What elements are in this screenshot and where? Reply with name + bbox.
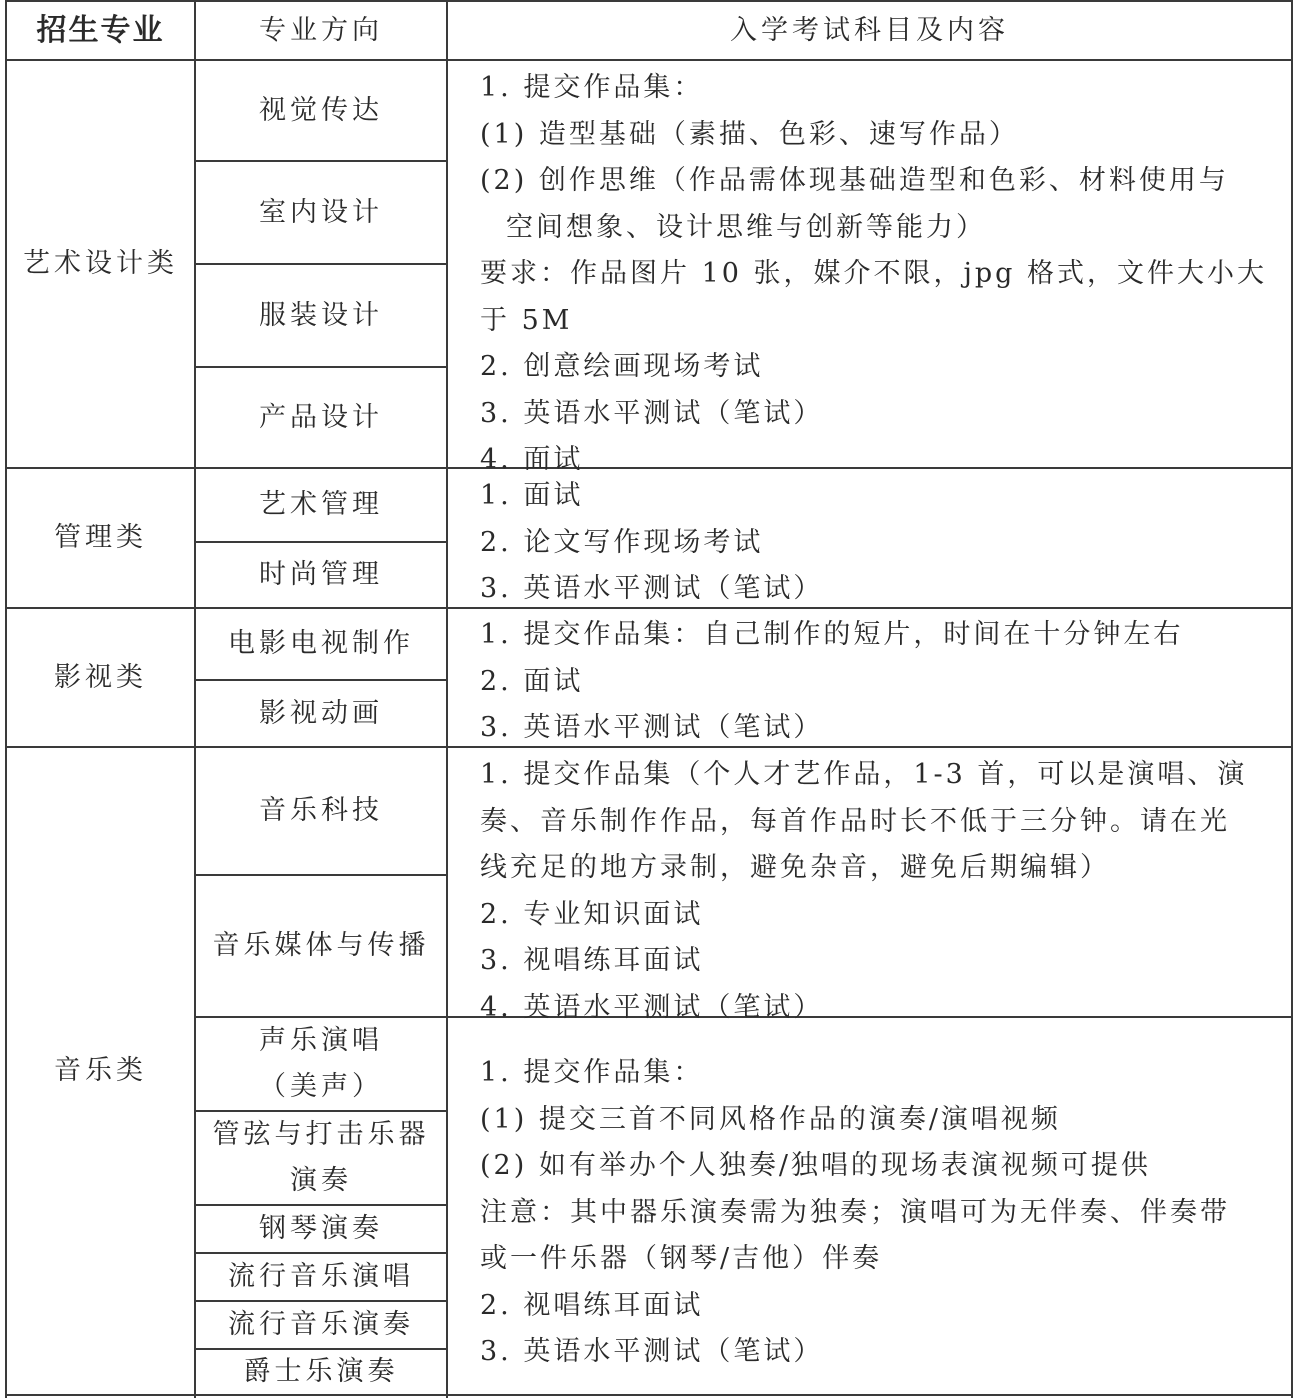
content-line: 3. 英语水平测试（笔试） [480, 573, 824, 604]
content-line: 3. 英语水平测试（笔试） [480, 397, 824, 429]
content-line: 要求：作品图片 10 张，媒介不限，jpg 格式，文件大小大 [480, 258, 1268, 289]
content-line: 奏、音乐制作作品，每首作品时长不低于三分钟。请在光 [480, 805, 1230, 837]
content-line: 1. 提交作品集（个人才艺作品，1-3 首，可以是演唱、演 [480, 759, 1248, 790]
content-line: 1. 提交作品集：自己制作的短片，时间在十分钟左右 [480, 619, 1184, 650]
content-line: 4. 面试 [480, 444, 584, 475]
header-direction: 专业方向 [259, 14, 383, 46]
content-line: 于 5M [480, 304, 573, 336]
content-line: 1. 提交作品集： [480, 1057, 704, 1088]
content-management [480, 473, 1280, 613]
direction-line: 演奏 [290, 1165, 352, 1196]
major-management: 管理类 [54, 522, 147, 553]
content-line: 2. 专业知识面试 [480, 898, 704, 930]
content-music-b [480, 1050, 1280, 1376]
content-line: 或一件乐器（钢琴/吉他）伴奏 [480, 1243, 883, 1274]
direction-cell: 流行音乐演奏 [228, 1309, 414, 1340]
direction-cell: 室内设计 [259, 196, 383, 228]
content-line: 2. 论文写作现场考试 [480, 526, 764, 558]
direction-cell: 艺术管理 [259, 489, 383, 520]
content-line: 3. 视唱练耳面试 [480, 945, 704, 976]
content-line: 注意：其中器乐演奏需为独奏；演唱可为无伴奏、伴奏带 [480, 1196, 1230, 1228]
direction-cell: 流行音乐演唱 [228, 1261, 414, 1292]
content-line: 1. 面试 [480, 480, 584, 511]
direction-cell [196, 1018, 446, 1110]
direction-cell [196, 1112, 446, 1204]
content-line: 2. 创意绘画现场考试 [480, 351, 764, 382]
header-major: 招生专业 [36, 12, 165, 48]
direction-cell: 服装设计 [259, 299, 383, 331]
direction-cell: 电影电视制作 [228, 628, 414, 659]
content-line: (1) 提交三首不同风格作品的演奏/演唱视频 [480, 1103, 1061, 1135]
content-line: 3. 英语水平测试（笔试） [480, 712, 824, 743]
direction-line: 管弦与打击乐器 [212, 1119, 430, 1150]
direction-cell: 钢琴演奏 [259, 1213, 383, 1244]
major-music: 音乐类 [54, 1055, 147, 1086]
content-line: (2) 如有举办个人独奏/独唱的现场表演视频可提供 [480, 1150, 1151, 1181]
content-line: 2. 视唱练耳面试 [480, 1289, 704, 1321]
content-line: 2. 面试 [480, 665, 584, 697]
content-line: 空间想象、设计思维与创新等能力） [506, 211, 986, 243]
direction-cell: 音乐科技 [259, 795, 383, 826]
content-film [480, 612, 1280, 752]
content-line: (1) 造型基础（素描、色彩、速写作品） [480, 118, 1019, 150]
content-line: 线充足的地方录制，避免杂音，避免后期编辑） [480, 852, 1110, 883]
table-border [5, 1394, 1293, 1396]
direction-line: （美声） [259, 1071, 383, 1102]
content-music-a [480, 752, 1280, 1031]
content-line: 3. 英语水平测试（笔试） [480, 1336, 824, 1367]
content-line: 1. 提交作品集： [480, 72, 704, 103]
direction-cell: 视觉传达 [259, 94, 383, 126]
direction-cell: 时尚管理 [259, 559, 383, 590]
direction-cell: 爵士乐演奏 [243, 1356, 399, 1387]
direction-line: 声乐演唱 [259, 1025, 383, 1056]
major-art-design: 艺术设计类 [23, 248, 178, 279]
content-line: (2) 创作思维（作品需体现基础造型和色彩、材料使用与 [480, 165, 1229, 196]
direction-cell: 音乐媒体与传播 [212, 930, 430, 961]
major-film: 影视类 [54, 661, 147, 693]
direction-cell: 产品设计 [259, 401, 383, 433]
table-border [446, 0, 448, 1398]
direction-cell: 影视动画 [259, 697, 383, 729]
table-border [1291, 0, 1293, 1398]
header-content: 入学考试科目及内容 [730, 14, 1009, 46]
content-art-design [480, 65, 1280, 484]
content-line: 4. 英语水平测试（笔试） [480, 991, 824, 1023]
